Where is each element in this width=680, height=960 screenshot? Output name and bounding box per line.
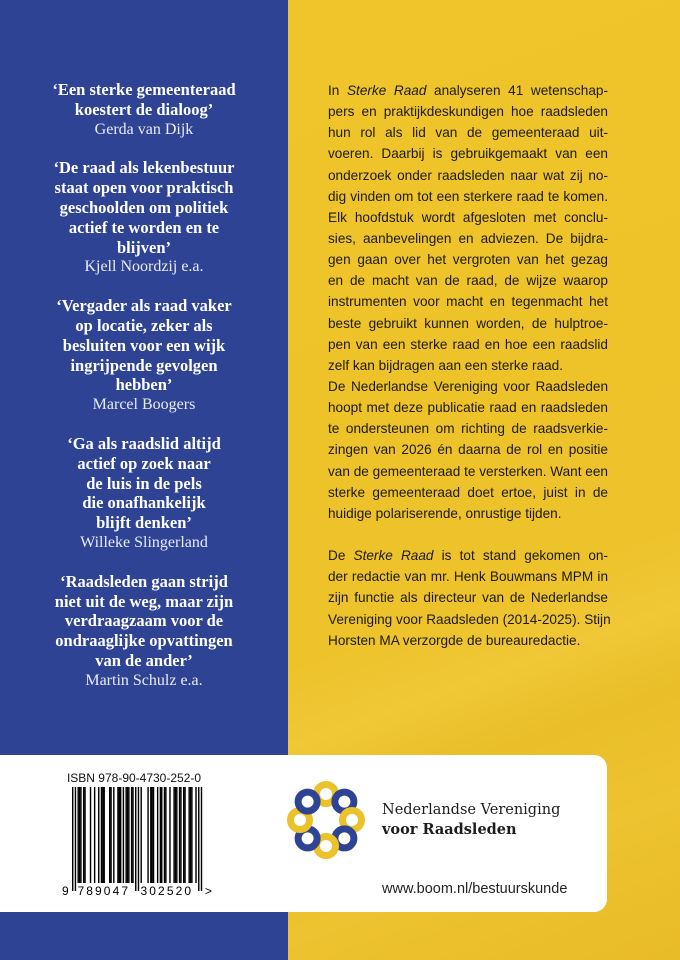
book-title: Sterke Raad: [346, 83, 427, 98]
text-line: der redactie van mr. Henk Bouwmans MPM in: [328, 569, 608, 585]
barcode-bar: [128, 787, 129, 883]
text-line: Horsten MA verzorgde de bureauredactie.: [328, 632, 581, 648]
barcode-bar: [173, 787, 174, 883]
quote-line: hebben’: [115, 375, 173, 395]
quote-line: staat open voor praktisch: [54, 178, 234, 198]
barcode-bar: [94, 787, 95, 883]
text-line: instrumenten voor macht en tegenmacht het: [328, 294, 608, 310]
bottom-band: [0, 755, 607, 912]
barcode-bar: [198, 787, 199, 891]
barcode-bar: [153, 787, 154, 883]
paragraph: [328, 545, 611, 651]
quote-line: blijft denken’: [96, 513, 192, 533]
barcode-bar: [183, 787, 184, 883]
barcode-bar: [123, 787, 124, 883]
barcode-bar: [195, 787, 196, 883]
quote-block: [0, 296, 288, 415]
publisher-url[interactable]: www.boom.nl/bestuurskunde: [382, 881, 568, 897]
publisher-name: [382, 801, 560, 840]
quote-block: [0, 434, 288, 553]
quote-line: actief op zoek naar: [77, 453, 211, 473]
text-line: zelf kan bijdragen aan een sterke raad.: [328, 357, 564, 373]
quote-line: geschoolden om politiek: [59, 197, 229, 217]
barcode-bar: [109, 787, 110, 883]
text-segment: analyseren 41 wetenschap-: [426, 83, 609, 98]
quote-line: besluiten voor een wijk: [62, 335, 226, 355]
barcode-bar: [84, 787, 85, 883]
barcode-bar: [77, 787, 78, 883]
quote-block: [0, 572, 288, 691]
barcode-bar: [72, 787, 73, 891]
text-line: dig vinden om tot een sterkere raad te komen.: [328, 188, 608, 204]
text-segment: De: [328, 548, 354, 564]
barcode-digit: 9: [62, 884, 71, 898]
quote-line: ‘Een sterke gemeenteraad: [52, 80, 236, 99]
barcode-bar: [165, 787, 166, 883]
interlocking-ring-logo-icon: [286, 780, 366, 860]
text-line: onderzoek onder raadsleden naar wat zij no-: [328, 167, 608, 183]
text-line: voeren. Daarbij is gebruikgemaakt van een: [328, 146, 608, 162]
barcode-bar: [201, 787, 202, 891]
text-line: pen van een sterke raad en hoe een raadslid: [328, 336, 608, 352]
barcode-bar: [161, 787, 162, 883]
barcode-bar: [188, 787, 189, 883]
barcode-icon: [62, 787, 212, 899]
barcode-bar: [179, 787, 180, 883]
paragraph: [328, 376, 608, 524]
barcode-digits-right: 302520: [140, 884, 194, 898]
quote-line: actief te worden en te: [68, 217, 220, 237]
book-title: Sterke Raad: [353, 548, 434, 564]
text-line: [328, 80, 608, 101]
barcode-bar: [164, 787, 165, 883]
barcode-bar: [90, 787, 91, 883]
barcode-bar: [98, 787, 99, 883]
quote-author: Willeke Slingerland: [80, 533, 208, 551]
text-segment: is tot stand gekomen on-: [433, 548, 609, 564]
barcode-bar: [101, 787, 102, 883]
text-line: en de macht van de raad, de wijze waarop: [328, 273, 608, 289]
quote-line: de luis in de pels: [86, 473, 202, 493]
quote-line: ‘Vergader als raad vaker: [56, 296, 232, 316]
quote-author: Gerda van Dijk: [94, 120, 194, 138]
text-line: hoopt met deze publicatie raad en raadsleden: [328, 400, 608, 416]
blurb-text: [328, 80, 611, 672]
barcode-bar: [75, 787, 76, 891]
text-line: te ondersteunen om richting de raadsverkie-: [328, 421, 608, 437]
text-line: beste gebruikt kunnen worden, de hulptroe-: [328, 315, 608, 331]
text-line: gen gaan over het vergroten van het gezag: [328, 252, 608, 268]
quote-line: ‘Raadsleden gaan strijd: [60, 571, 228, 591]
barcode-bar: [135, 787, 136, 891]
barcode-bar: [190, 787, 191, 883]
barcode-bar: [102, 787, 103, 883]
isbn-label: ISBN 978-90-4730-252-0: [66, 771, 202, 785]
quote-line: ‘Ga als raadslid altijd: [67, 433, 221, 453]
barcode-end-mark: >: [204, 884, 214, 898]
text-line: zingen van 2026 én daarna de rol en positie: [328, 442, 608, 458]
barcode-bar: [127, 787, 128, 883]
barcode-bar: [180, 787, 181, 883]
quote-line: ondraaglijke opvattingen: [55, 631, 233, 651]
text-line: Elk hoofdstuk wordt afgesloten met conclu-: [328, 209, 608, 225]
barcode-bar: [104, 787, 105, 883]
barcode-bar: [125, 787, 126, 883]
barcode-bar: [120, 787, 121, 883]
paragraph: [328, 80, 608, 376]
barcode-bar: [119, 787, 120, 883]
quote-line: koestert de dialoog’: [74, 99, 214, 119]
publisher-name-line2: voor Raadsleden: [382, 821, 517, 838]
barcode-bar: [110, 787, 111, 883]
text-line: sies, aanbevelingen en adviezen. De bijdra-: [328, 230, 608, 246]
quote-line: niet uit de weg, maar zijn: [54, 591, 234, 611]
quote-author: Martin Schulz e.a.: [85, 671, 203, 689]
barcode-bar: [151, 787, 152, 883]
text-line: pers en praktijkdeskundigen hoe raadsleden: [328, 104, 608, 120]
quotes-list: [0, 80, 288, 710]
text-line: huidige polariserende, onrustige tijden.: [328, 505, 562, 521]
barcode-bar: [160, 787, 161, 883]
barcode-bar: [80, 787, 81, 883]
text-line: van de gemeenteraad te versterken. Want een: [328, 463, 608, 479]
text-line: zijn functie als directeur van de Nederlandse: [328, 590, 608, 606]
barcode-bar: [175, 787, 176, 883]
barcode-bar: [150, 787, 151, 883]
barcode-bar: [79, 787, 80, 883]
quote-block: [0, 80, 288, 139]
barcode-bar: [117, 787, 118, 883]
barcode-bar: [138, 787, 139, 891]
text-line: [328, 545, 608, 566]
text-segment: In: [328, 83, 347, 98]
barcode-bar: [132, 787, 133, 883]
quote-line: ‘De raad als lekenbestuur: [53, 158, 235, 178]
publisher-name-line1: Nederlandse Vereniging: [382, 802, 561, 818]
logo-link: [298, 792, 317, 811]
quote-line: op locatie, zeker als: [75, 315, 213, 335]
quote-line: van de ander’: [95, 650, 193, 670]
barcode-bar: [191, 787, 192, 883]
barcode-bar: [141, 787, 142, 883]
barcode-bar: [169, 787, 170, 883]
quote-line: verdraagzaam voor de: [64, 611, 224, 631]
barcode-bar: [131, 787, 132, 883]
quote-author: Marcel Boogers: [92, 396, 196, 414]
text-line: De Nederlandse Vereniging voor Raadsleden: [328, 378, 608, 394]
text-line: hun rol als lid van de gemeenteraad uit-: [328, 125, 608, 141]
quote-line: ingrijpende gevolgen: [70, 355, 218, 375]
barcode-bar: [157, 787, 158, 883]
barcode-bar: [147, 787, 148, 883]
barcode-bar: [176, 787, 177, 883]
barcode-bar: [184, 787, 185, 883]
barcode-bar: [83, 787, 84, 883]
quote-author: Kjell Noordzij e.a.: [84, 258, 204, 276]
barcode-digits-left: 789047: [77, 884, 131, 898]
text-line: Vereniging voor Raadsleden (2014-2025). Stijn: [328, 611, 611, 627]
text-line: sterke gemeenteraad doet ertoe, juist in de: [328, 484, 608, 500]
barcode-bar: [113, 787, 114, 883]
quote-block: [0, 158, 288, 277]
quote-line: die onafhankelijk: [82, 493, 206, 513]
quote-line: blijven’: [116, 237, 172, 257]
